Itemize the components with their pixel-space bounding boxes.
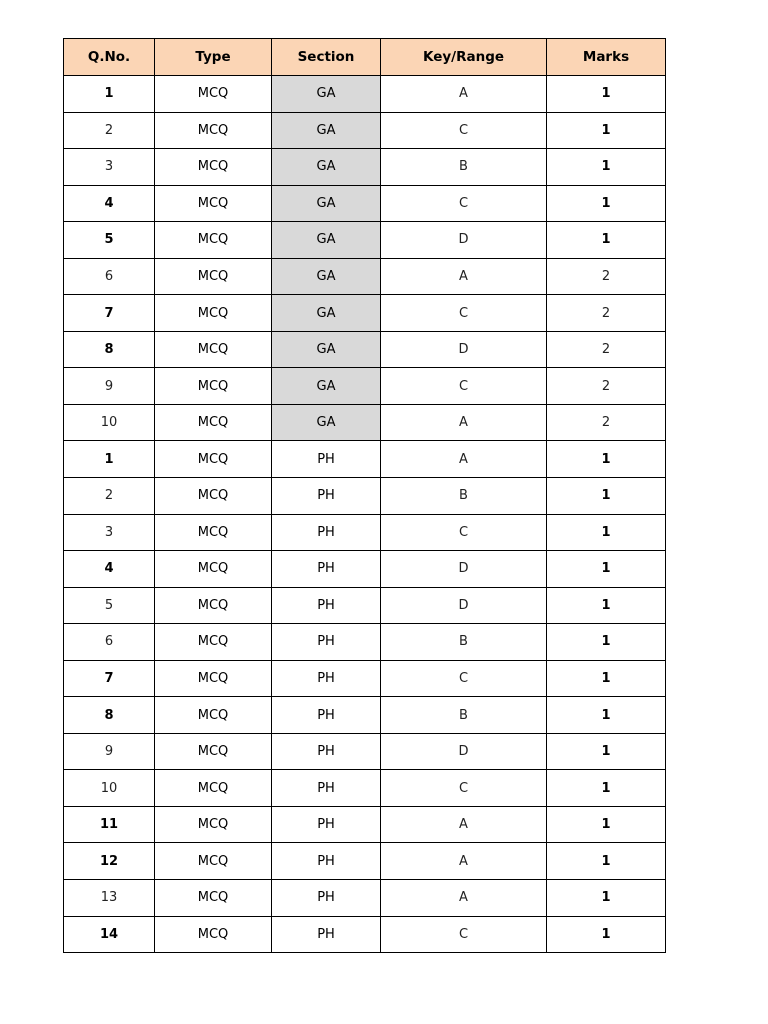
table-row xyxy=(64,295,666,332)
cell-section: PH xyxy=(272,697,381,734)
cell-type: MCQ xyxy=(155,551,272,588)
cell-section: PH xyxy=(272,733,381,770)
table-row xyxy=(64,478,666,515)
table-row xyxy=(64,733,666,770)
cell-key-range: B xyxy=(381,149,547,186)
table-row xyxy=(64,441,666,478)
cell-qno: 3 xyxy=(64,514,155,551)
cell-section: GA xyxy=(272,404,381,441)
cell-key-range: C xyxy=(381,295,547,332)
cell-key-range: C xyxy=(381,112,547,149)
cell-qno: 11 xyxy=(64,806,155,843)
cell-key-range: C xyxy=(381,770,547,807)
cell-marks: 1 xyxy=(547,222,666,259)
cell-type: MCQ xyxy=(155,149,272,186)
cell-key-range: A xyxy=(381,258,547,295)
cell-key-range: B xyxy=(381,478,547,515)
table-row xyxy=(64,697,666,734)
cell-marks: 1 xyxy=(547,770,666,807)
cell-marks: 1 xyxy=(547,441,666,478)
cell-marks: 2 xyxy=(547,258,666,295)
cell-qno: 9 xyxy=(64,733,155,770)
cell-key-range: A xyxy=(381,404,547,441)
cell-type: MCQ xyxy=(155,222,272,259)
table-header-row xyxy=(64,39,666,76)
cell-key-range: C xyxy=(381,185,547,222)
cell-key-range: A xyxy=(381,441,547,478)
cell-section: PH xyxy=(272,843,381,880)
cell-type: MCQ xyxy=(155,733,272,770)
cell-section: PH xyxy=(272,770,381,807)
cell-type: MCQ xyxy=(155,404,272,441)
cell-key-range: C xyxy=(381,660,547,697)
cell-marks: 2 xyxy=(547,404,666,441)
cell-qno: 10 xyxy=(64,770,155,807)
cell-type: MCQ xyxy=(155,514,272,551)
cell-marks: 1 xyxy=(547,76,666,113)
cell-qno: 8 xyxy=(64,331,155,368)
cell-marks: 1 xyxy=(547,660,666,697)
cell-qno: 14 xyxy=(64,916,155,953)
cell-key-range: A xyxy=(381,843,547,880)
table-row xyxy=(64,551,666,588)
table-row xyxy=(64,368,666,405)
cell-section: PH xyxy=(272,880,381,917)
cell-marks: 2 xyxy=(547,295,666,332)
cell-qno: 12 xyxy=(64,843,155,880)
cell-section: PH xyxy=(272,806,381,843)
header-type: Type xyxy=(155,39,272,76)
table-row xyxy=(64,331,666,368)
cell-type: MCQ xyxy=(155,295,272,332)
cell-qno: 9 xyxy=(64,368,155,405)
cell-type: MCQ xyxy=(155,697,272,734)
table-body xyxy=(64,76,666,953)
cell-key-range: A xyxy=(381,880,547,917)
table-row xyxy=(64,660,666,697)
cell-qno: 6 xyxy=(64,258,155,295)
table-row xyxy=(64,770,666,807)
cell-marks: 1 xyxy=(547,112,666,149)
cell-type: MCQ xyxy=(155,258,272,295)
table-row xyxy=(64,624,666,661)
table-row xyxy=(64,514,666,551)
header-section: Section xyxy=(272,39,381,76)
cell-section: PH xyxy=(272,441,381,478)
cell-type: MCQ xyxy=(155,478,272,515)
cell-qno: 8 xyxy=(64,697,155,734)
table-row xyxy=(64,916,666,953)
header-marks: Marks xyxy=(547,39,666,76)
cell-type: MCQ xyxy=(155,770,272,807)
cell-section: GA xyxy=(272,368,381,405)
cell-section: GA xyxy=(272,149,381,186)
header-key-range: Key/Range xyxy=(381,39,547,76)
cell-marks: 1 xyxy=(547,733,666,770)
cell-section: PH xyxy=(272,624,381,661)
table-row xyxy=(64,843,666,880)
cell-type: MCQ xyxy=(155,331,272,368)
cell-type: MCQ xyxy=(155,587,272,624)
table-row xyxy=(64,404,666,441)
cell-type: MCQ xyxy=(155,806,272,843)
cell-key-range: B xyxy=(381,697,547,734)
cell-qno: 13 xyxy=(64,880,155,917)
cell-key-range: A xyxy=(381,76,547,113)
table-row xyxy=(64,185,666,222)
cell-key-range: D xyxy=(381,551,547,588)
cell-qno: 4 xyxy=(64,185,155,222)
cell-marks: 2 xyxy=(547,368,666,405)
cell-marks: 1 xyxy=(547,587,666,624)
cell-key-range: D xyxy=(381,331,547,368)
cell-marks: 1 xyxy=(547,514,666,551)
cell-marks: 1 xyxy=(547,806,666,843)
cell-type: MCQ xyxy=(155,112,272,149)
cell-qno: 4 xyxy=(64,551,155,588)
cell-section: PH xyxy=(272,660,381,697)
cell-section: PH xyxy=(272,587,381,624)
cell-key-range: C xyxy=(381,514,547,551)
cell-marks: 1 xyxy=(547,916,666,953)
cell-marks: 1 xyxy=(547,843,666,880)
cell-qno: 10 xyxy=(64,404,155,441)
cell-key-range: C xyxy=(381,916,547,953)
header-qno: Q.No. xyxy=(64,39,155,76)
cell-section: GA xyxy=(272,295,381,332)
cell-marks: 1 xyxy=(547,880,666,917)
cell-qno: 2 xyxy=(64,478,155,515)
cell-section: PH xyxy=(272,916,381,953)
cell-section: GA xyxy=(272,185,381,222)
cell-qno: 6 xyxy=(64,624,155,661)
cell-key-range: C xyxy=(381,368,547,405)
cell-marks: 1 xyxy=(547,697,666,734)
cell-qno: 3 xyxy=(64,149,155,186)
cell-section: GA xyxy=(272,258,381,295)
cell-section: PH xyxy=(272,478,381,515)
cell-type: MCQ xyxy=(155,880,272,917)
table-row xyxy=(64,258,666,295)
table-row xyxy=(64,149,666,186)
cell-qno: 5 xyxy=(64,222,155,259)
cell-qno: 1 xyxy=(64,76,155,113)
table-row xyxy=(64,222,666,259)
table-row xyxy=(64,112,666,149)
cell-type: MCQ xyxy=(155,441,272,478)
cell-marks: 1 xyxy=(547,478,666,515)
cell-section: GA xyxy=(272,112,381,149)
cell-section: GA xyxy=(272,76,381,113)
cell-type: MCQ xyxy=(155,660,272,697)
cell-marks: 2 xyxy=(547,331,666,368)
cell-qno: 1 xyxy=(64,441,155,478)
cell-key-range: D xyxy=(381,222,547,259)
cell-type: MCQ xyxy=(155,76,272,113)
cell-type: MCQ xyxy=(155,624,272,661)
table-row xyxy=(64,806,666,843)
cell-section: PH xyxy=(272,551,381,588)
cell-key-range: A xyxy=(381,806,547,843)
cell-marks: 1 xyxy=(547,149,666,186)
cell-qno: 7 xyxy=(64,660,155,697)
cell-qno: 2 xyxy=(64,112,155,149)
cell-section: GA xyxy=(272,331,381,368)
cell-section: PH xyxy=(272,514,381,551)
cell-type: MCQ xyxy=(155,368,272,405)
cell-section: GA xyxy=(272,222,381,259)
cell-key-range: D xyxy=(381,733,547,770)
cell-marks: 1 xyxy=(547,551,666,588)
cell-key-range: B xyxy=(381,624,547,661)
cell-qno: 5 xyxy=(64,587,155,624)
cell-marks: 1 xyxy=(547,624,666,661)
cell-type: MCQ xyxy=(155,843,272,880)
cell-type: MCQ xyxy=(155,916,272,953)
answer-key-table xyxy=(63,38,666,953)
cell-marks: 1 xyxy=(547,185,666,222)
table-row xyxy=(64,76,666,113)
table-row xyxy=(64,587,666,624)
cell-key-range: D xyxy=(381,587,547,624)
table-row xyxy=(64,880,666,917)
cell-qno: 7 xyxy=(64,295,155,332)
cell-type: MCQ xyxy=(155,185,272,222)
